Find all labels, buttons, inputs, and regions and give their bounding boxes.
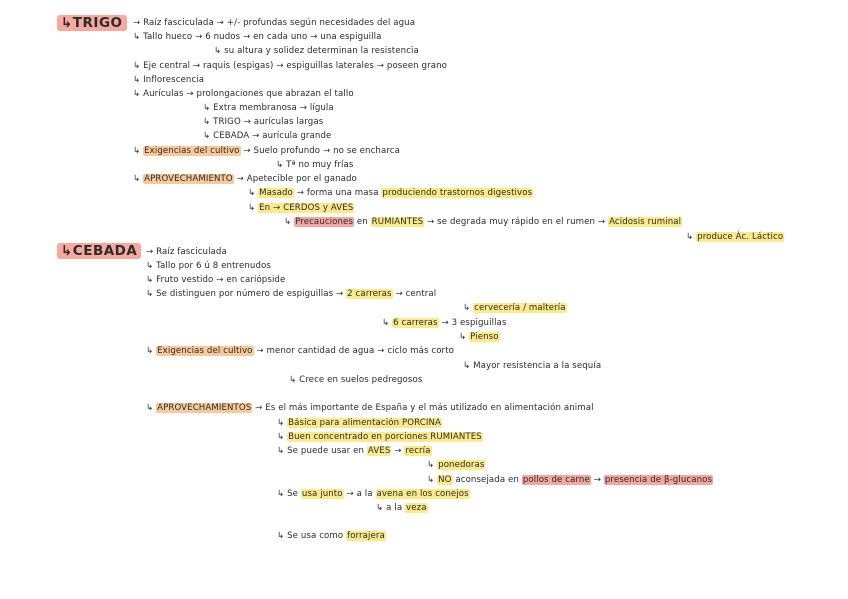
cebada-line-porcina: ↳ Básica para alimentación PORCINA	[277, 418, 442, 428]
trigo-acidosis-label: Acidosis ruminal	[609, 217, 682, 227]
cebada-line-sequia: ↳ Mayor resistencia a la sequía	[463, 361, 602, 371]
cebada-ponedoras-label: ponedoras	[438, 460, 485, 470]
cebada-glucanos-label: presencia de β-glucanos	[604, 475, 713, 485]
trigo-line-ligula: ↳ Extra membranosa → lígula	[203, 103, 334, 113]
cebada-recria-label: recría	[405, 446, 431, 456]
trigo-masado-label: Masado	[259, 188, 293, 198]
trigo-line-tallo: ↳ Tallo hueco → 6 nudos → en cada uno → una espiguilla	[133, 32, 382, 42]
cebada-forrajera-label: forrajera	[347, 531, 385, 541]
cebada-rumiantes-label: Buen concentrado en porciones RUMIANTES	[288, 432, 482, 442]
trigo-line-altura: ↳ su altura y solidez determinan la resistencia	[214, 46, 419, 56]
cebada-line-ponedoras: ↳ ponedoras	[427, 460, 485, 470]
trigo-line-aprovechamiento: ↳ APROVECHAMIENTO → Apetecible por el ganado	[133, 174, 357, 184]
cebada-line-fruto: ↳ Fruto vestido → en cariópside	[146, 275, 286, 285]
cebada-line-6-carreras: ↳ 6 carreras → 3 espiguillas	[382, 318, 507, 328]
trigo-line-auricula-grande: ↳ CEBADA → aurícula grande	[203, 131, 332, 141]
trigo-line-cerdos: ↳ En → CERDOS y AVES	[248, 203, 354, 213]
trigo-lactico-label: produce Ác. Láctico	[697, 232, 784, 242]
cebada-line-aprovechamientos: ↳ APROVECHAMIENTOS → Es el más importante de España y el más utilizado en alimentación animal	[146, 403, 594, 413]
cebada-avena-label: avena en los conejos	[376, 489, 469, 499]
cebada-6-carreras-label: 6 carreras	[393, 318, 438, 328]
trigo-cerdos-label: En → CERDOS y AVES	[259, 203, 354, 213]
cebada-cerveceria-label: cervecería / maltería	[474, 303, 566, 313]
trigo-line-raiz: → Raíz fasciculada → +/- profundas según necesidades del agua	[133, 18, 416, 28]
cebada-line-forrajera: ↳ Se usa como forrajera	[277, 531, 385, 541]
trigo-line-auriculas: ↳ Aurículas → prolongaciones que abrazan el tallo	[133, 89, 354, 99]
cebada-usa-junto-label: usa junto	[301, 489, 343, 499]
cebada-line-veza: ↳ a la veza	[376, 503, 427, 513]
cebada-pienso-label: Pienso	[470, 332, 499, 342]
cebada-aprovechamientos-label: APROVECHAMIENTOS	[157, 403, 252, 413]
trigo-rumiantes-label: RUMIANTES	[371, 217, 424, 227]
trigo-trastornos-label: produciendo trastornos digestivos	[382, 188, 533, 198]
trigo-aprovechamiento-label: APROVECHAMIENTO	[144, 174, 233, 184]
cebada-line-rumiantes: ↳ Buen concentrado en porciones RUMIANTES	[277, 432, 482, 442]
cebada-line-pollos: ↳ NO aconsejada en pollos de carne → presencia de β-glucanos	[427, 475, 713, 485]
trigo-line-precauciones: ↳ Precauciones en RUMIANTES → se degrada muy rápido en el rumen → Acidosis ruminal	[284, 217, 682, 227]
trigo-line-auriculas-largas: ↳ TRIGO → aurículas largas	[203, 117, 324, 127]
cebada-line-exigencias: ↳ Exigencias del cultivo → menor cantidad de agua → ciclo más corto	[146, 346, 455, 356]
cebada-2-carreras-label: 2 carreras	[347, 289, 392, 299]
cebada-line-avena: ↳ Se usa junto → a la avena en los conejos	[277, 489, 469, 499]
cebada-line-raiz: → Raíz fasciculada	[146, 247, 227, 257]
trigo-line-lactico: ↳ produce Ác. Láctico	[686, 232, 784, 242]
trigo-line-exigencias: ↳ Exigencias del cultivo → Suelo profundo → no se encharca	[133, 146, 400, 156]
cebada-line-tallo: ↳ Tallo por 6 ú 8 entrenudos	[146, 261, 271, 271]
cebada-line-pedregosos: ↳ Crece en suelos pedregosos	[289, 375, 423, 385]
cebada-line-aves: ↳ Se puede usar en AVES → recría	[277, 446, 431, 456]
cebada-title: ↳CEBADA	[57, 243, 141, 259]
cebada-aves-label: AVES	[367, 446, 391, 456]
cebada-line-cerveceria: ↳ cervecería / maltería	[463, 303, 566, 313]
trigo-line-temperatura: ↳ Tª no muy frías	[276, 160, 354, 170]
cebada-line-pienso: ↳ Pienso	[459, 332, 499, 342]
cebada-porcina-label: Básica para alimentación PORCINA	[288, 418, 442, 428]
trigo-line-inflorescencia: ↳ Inflorescencia	[133, 75, 205, 85]
cebada-line-espiguillas: ↳ Se distinguen por número de espiguillas → 2 carreras → central	[146, 289, 437, 299]
cebada-veza-label: veza	[406, 503, 427, 513]
trigo-exigencias-label: Exigencias del cultivo	[144, 146, 240, 156]
trigo-precauciones-label: Precauciones	[295, 217, 354, 227]
trigo-line-masado: ↳ Masado → forma una masa produciendo trastornos digestivos	[248, 188, 533, 198]
trigo-title: ↳TRIGO	[57, 15, 127, 31]
cebada-pollos-label: pollos de carne	[522, 475, 590, 485]
cebada-exigencias-label: Exigencias del cultivo	[157, 346, 253, 356]
trigo-line-eje: ↳ Eje central → raquis (espigas) → espiguillas laterales → poseen grano	[133, 61, 447, 71]
cebada-no-label: NO	[438, 475, 452, 485]
